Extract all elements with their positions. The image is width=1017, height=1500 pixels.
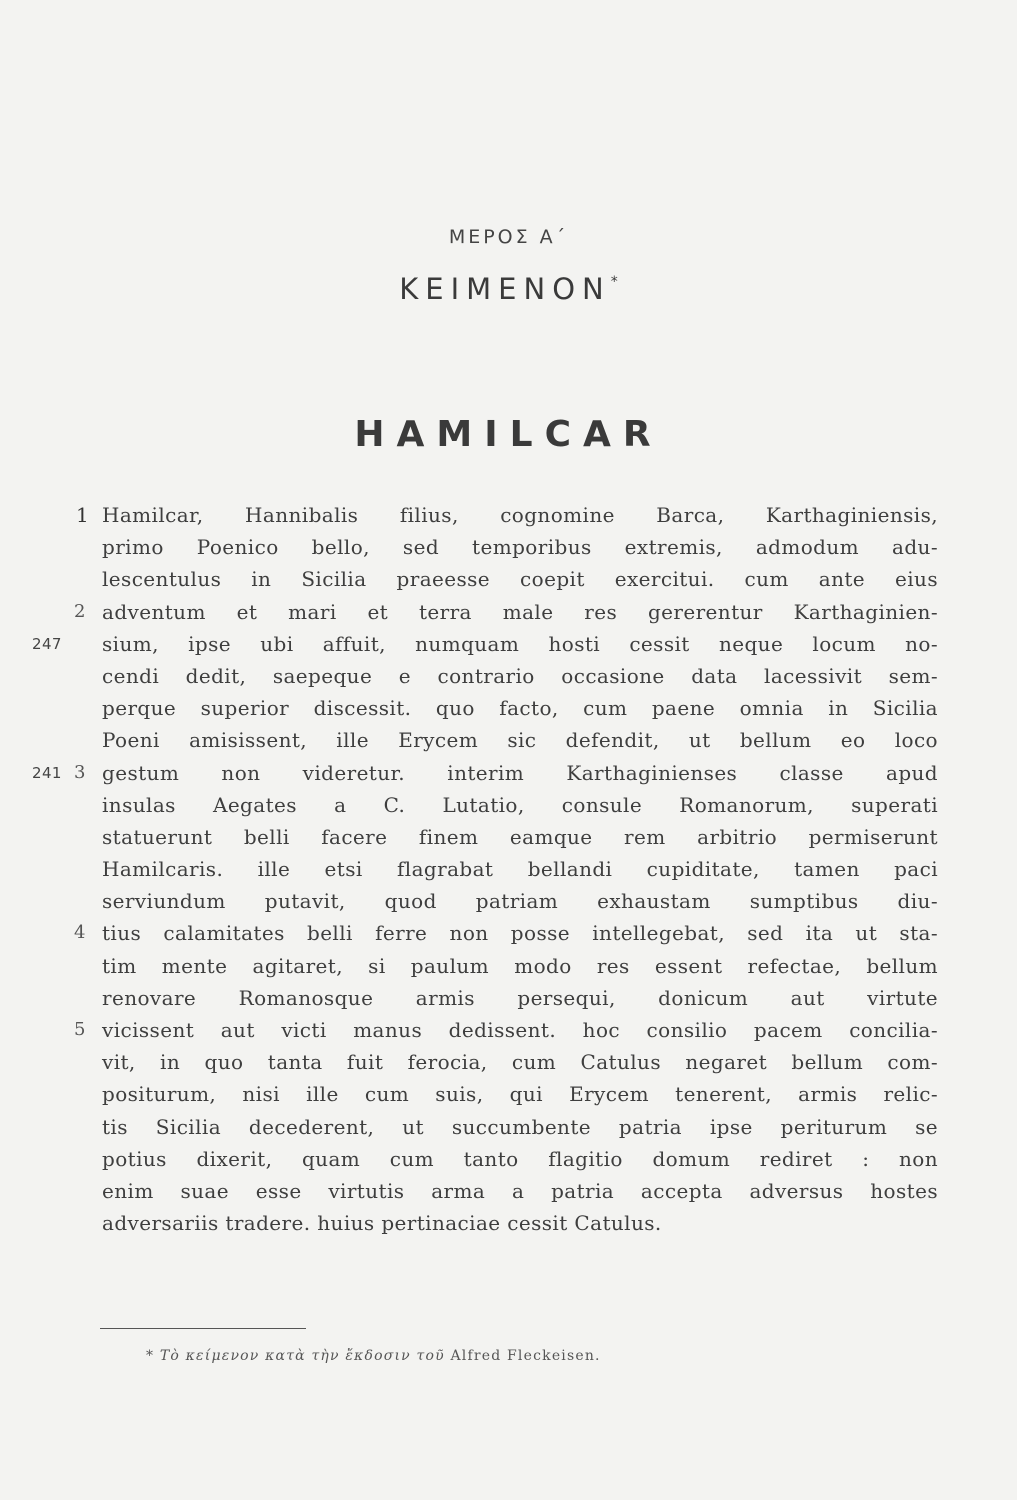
text-line xyxy=(74,917,938,949)
text-line xyxy=(32,757,938,789)
text-line xyxy=(74,1014,938,1046)
text-line-content: renovare Romanosque armis persequi, donicum aut virtute xyxy=(102,985,938,1010)
chapter-number: 3 xyxy=(74,761,86,783)
text-line xyxy=(102,1078,938,1110)
footnote-divider xyxy=(100,1328,306,1329)
footnote-mark: * xyxy=(146,1348,155,1364)
text-line-content: lescentulus in Sicilia praeesse coepit exercitui. cum ante eius xyxy=(102,567,938,592)
text-line-content: tius calamitates belli ferre non posse intellegebat, sed ita ut sta- xyxy=(102,921,938,946)
text-line-content: tim mente agitaret, si paulum modo res essent refectae, bellum xyxy=(102,953,938,978)
text-line-content: primo Poenico bello, sed temporibus extremis, admodum adu- xyxy=(102,535,938,560)
section-title-text: ΚΕΙΜΕΝΟΝ xyxy=(399,272,611,306)
work-title: HAMILCAR xyxy=(354,414,663,455)
text-line xyxy=(76,499,938,531)
text-line xyxy=(32,628,938,660)
text-line xyxy=(102,853,938,885)
text-line-content: statuerunt belli facere finem eamque rem arbitrio permiserunt xyxy=(102,824,938,849)
latin-text-body xyxy=(32,499,938,1239)
text-line-content: enim suae esse virtutis arma a patria accepta adversus hostes xyxy=(102,1178,938,1203)
text-line-content: adversariis tradere. huius pertinaciae cessit Catulus. xyxy=(102,1211,662,1236)
chapter-number: 5 xyxy=(74,1019,86,1040)
text-line-content: potius dixerit, quam cum tanto flagitio domum rediret : non xyxy=(102,1146,938,1171)
text-line-content: Hamilcaris. ille etsi flagrabat bellandi cupiditate, tamen paci xyxy=(102,857,938,882)
footnote-editor-name: Alfred Fleckeisen. xyxy=(450,1348,601,1364)
text-line-content: Hamilcar, Hannibalis filius, cognomine Barca, Karthaginiensis, xyxy=(102,503,938,527)
chapter-number: 1 xyxy=(76,503,90,527)
margin-year-number: 247 xyxy=(32,634,62,653)
text-line-content: perque superior discessit. quo facto, cum paene omnia in Sicilia xyxy=(102,696,938,721)
text-line-content: serviundum putavit, quod patriam exhaustam sumptibus diu- xyxy=(102,889,938,914)
text-line-content: vit, in quo tanta fuit ferocia, cum Catulus negaret bellum com- xyxy=(102,1050,938,1075)
text-line xyxy=(102,531,938,563)
footnote-greek-text: Τὸ κείμενον κατὰ τὴν ἔκδοσιν τοῦ xyxy=(159,1348,445,1364)
chapter-number: 2 xyxy=(74,600,86,622)
text-line xyxy=(102,950,938,982)
text-line-content: Poeni amisissent, ille Erycem sic defendit, ut bellum eo loco xyxy=(102,728,938,753)
text-line xyxy=(102,692,938,724)
text-line xyxy=(102,982,938,1014)
text-line xyxy=(102,724,938,756)
text-line-content: vicissent aut victi manus dedissent. hoc consilio pacem concilia- xyxy=(102,1018,938,1042)
text-line-content: insulas Aegates a C. Lutatio, consule Romanorum, superati xyxy=(102,792,938,817)
text-line xyxy=(102,789,938,821)
section-title xyxy=(0,272,1017,306)
text-line xyxy=(102,821,938,853)
text-line-content: cendi dedit, saepeque e contrario occasione data lacessivit sem- xyxy=(102,663,938,688)
text-line xyxy=(102,1175,938,1207)
text-line-content: tis Sicilia decederent, ut succumbente patria ipse periturum se xyxy=(102,1114,938,1139)
text-line-content: positurum, nisi ille cum suis, qui Erycem tenerent, armis relic- xyxy=(102,1082,938,1107)
text-line xyxy=(102,563,938,595)
text-line xyxy=(74,596,938,628)
text-line xyxy=(102,1111,938,1143)
text-line xyxy=(102,1143,938,1175)
chapter-number: 4 xyxy=(74,922,86,944)
footnote xyxy=(146,1348,601,1364)
text-line xyxy=(102,660,938,692)
text-line-content: adventum et mari et terra male res gererentur Karthaginien- xyxy=(102,599,938,624)
footnote-reference-mark: * xyxy=(610,274,618,290)
text-line xyxy=(102,885,938,917)
text-line-content: gestum non videretur. interim Karthaginienses classe apud xyxy=(102,760,938,785)
text-line xyxy=(102,1046,938,1078)
text-line xyxy=(102,1207,938,1239)
margin-year-number: 241 xyxy=(32,763,62,782)
part-label: ΜΕΡΟΣ Α΄ xyxy=(448,226,569,248)
text-line-content: sium, ipse ubi affuit, numquam hosti cessit neque locum no- xyxy=(102,631,938,656)
